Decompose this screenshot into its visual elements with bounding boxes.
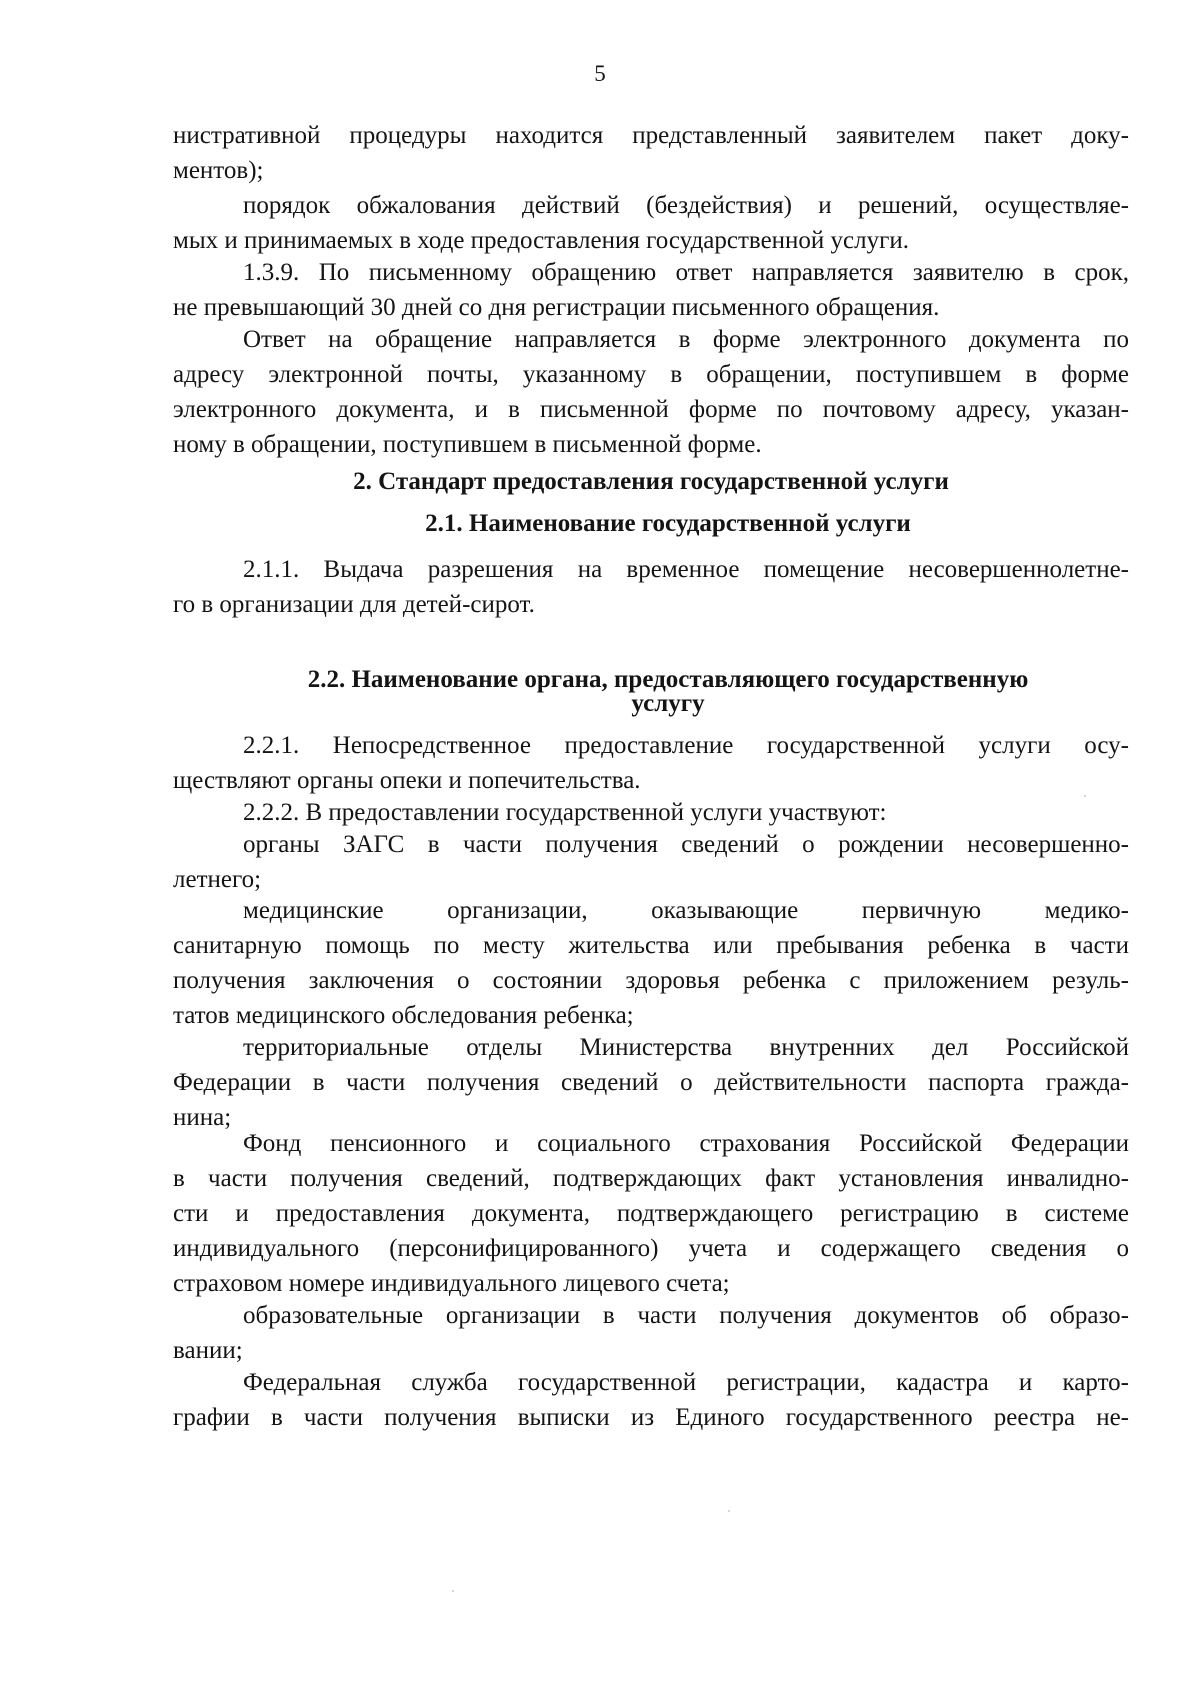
text-line: 2.2.1. Непосредственное предоставление государственной услуги осу- <box>243 732 1129 759</box>
text-line: мых и принимаемых в ходе предоставления государственной услуги. <box>173 227 910 254</box>
text-line: Федерации в части получения сведений о действительности паспорта гражда- <box>173 1069 1129 1096</box>
paragraph-pension-fund <box>173 1126 1129 1301</box>
text-line: го в организации для детей-сирот. <box>173 591 535 618</box>
page-number: 5 <box>594 61 606 86</box>
paragraph-interior-ministry <box>173 1030 1129 1135</box>
text-line: получения заключения о состоянии здоровья ребенка с приложением резуль- <box>173 967 1129 994</box>
text-line: сти и предоставления документа, подтверждающего регистрацию в системе <box>173 1200 1129 1227</box>
text-line: индивидуального (персонифицированного) учета и содержащего сведения о <box>173 1235 1129 1262</box>
text-line: территориальные отделы Министерства внутренних дел Российской <box>243 1034 1129 1061</box>
scan-speck <box>728 1510 730 1512</box>
paragraph-2-1-1 <box>173 552 1129 622</box>
text-line: порядок обжалования действий (бездействия) и решений, осуществляе- <box>243 192 1129 219</box>
paragraph-2-2-1 <box>173 728 1129 798</box>
text-line: 2.2.2. В предоставлении государственной услуги участвуют: <box>243 799 887 826</box>
section-heading-2: 2. Стандарт предоставления государственной услуги <box>353 468 949 495</box>
text-line: нистративной процедуры находится представленный заявителем пакет доку- <box>173 122 1129 149</box>
text-line: санитарную помощь по месту жительства или пребывания ребенка в части <box>173 932 1129 959</box>
text-line: ному в обращении, поступившем в письменной форме. <box>173 431 762 458</box>
paragraph-zags <box>173 827 1129 897</box>
text-line: страховом номере индивидуального лицевого счета; <box>173 1270 730 1297</box>
subsection-heading-2-1: 2.1. Наименование государственной услуги <box>425 510 911 537</box>
text-line: нина; <box>173 1104 232 1131</box>
scan-speck <box>452 1590 454 1592</box>
paragraph-medical-organizations <box>173 893 1129 1033</box>
text-line: татов медицинского обследования ребенка; <box>173 1002 634 1029</box>
heading-line: услугу <box>631 690 705 717</box>
text-line: 2.1.1. Выдача разрешения на временное помещение несовершеннолетне- <box>243 556 1129 583</box>
text-line: Фонд пенсионного и социального страхования Российской Федерации <box>243 1130 1129 1157</box>
text-line: медицинские организации, оказывающие первичную медико- <box>243 897 1129 924</box>
text-line: вании; <box>173 1337 243 1364</box>
text-line: графии в части получения выписки из Единого государственного реестра не- <box>173 1404 1129 1431</box>
paragraph-answer-form <box>173 322 1129 462</box>
paragraph-procedure-continuation <box>173 118 1129 188</box>
text-line: образовательные организации в части получения документов об образо- <box>243 1302 1129 1329</box>
text-line: адресу электронной почты, указанному в обращении, поступившем в форме <box>173 361 1129 388</box>
scan-speck <box>1084 795 1086 797</box>
text-line: Ответ на обращение направляется в форме электронного документа по <box>243 326 1129 353</box>
heading-line: 2.2. Наименование органа, предоставляющего государственную <box>307 666 1029 693</box>
paragraph-educational-organizations <box>173 1298 1129 1368</box>
paragraph-2-2-2 <box>173 795 1129 830</box>
text-line: 1.3.9. По письменному обращению ответ направляется заявителю в срок, <box>243 259 1129 286</box>
text-line: ществляют органы опеки и попечительства. <box>173 767 641 794</box>
paragraph-1-3-9 <box>173 255 1129 325</box>
subsection-heading-2-2 <box>190 668 1146 716</box>
text-line: органы ЗАГС в части получения сведений о рождении несовершенно- <box>243 831 1129 858</box>
paragraph-rosreestr <box>173 1365 1129 1435</box>
text-line: электронного документа, и в письменной форме по почтовому адресу, указан- <box>173 396 1129 423</box>
paragraph-appeal-procedure <box>173 188 1129 258</box>
text-line: Федеральная служба государственной регистрации, кадастра и карто- <box>243 1369 1129 1396</box>
text-line: в части получения сведений, подтверждающих факт установления инвалидно- <box>173 1165 1129 1192</box>
text-line: ментов); <box>173 157 264 184</box>
text-line: не превышающий 30 дней со дня регистрации письменного обращения. <box>173 294 940 321</box>
text-line: летнего; <box>173 866 262 893</box>
